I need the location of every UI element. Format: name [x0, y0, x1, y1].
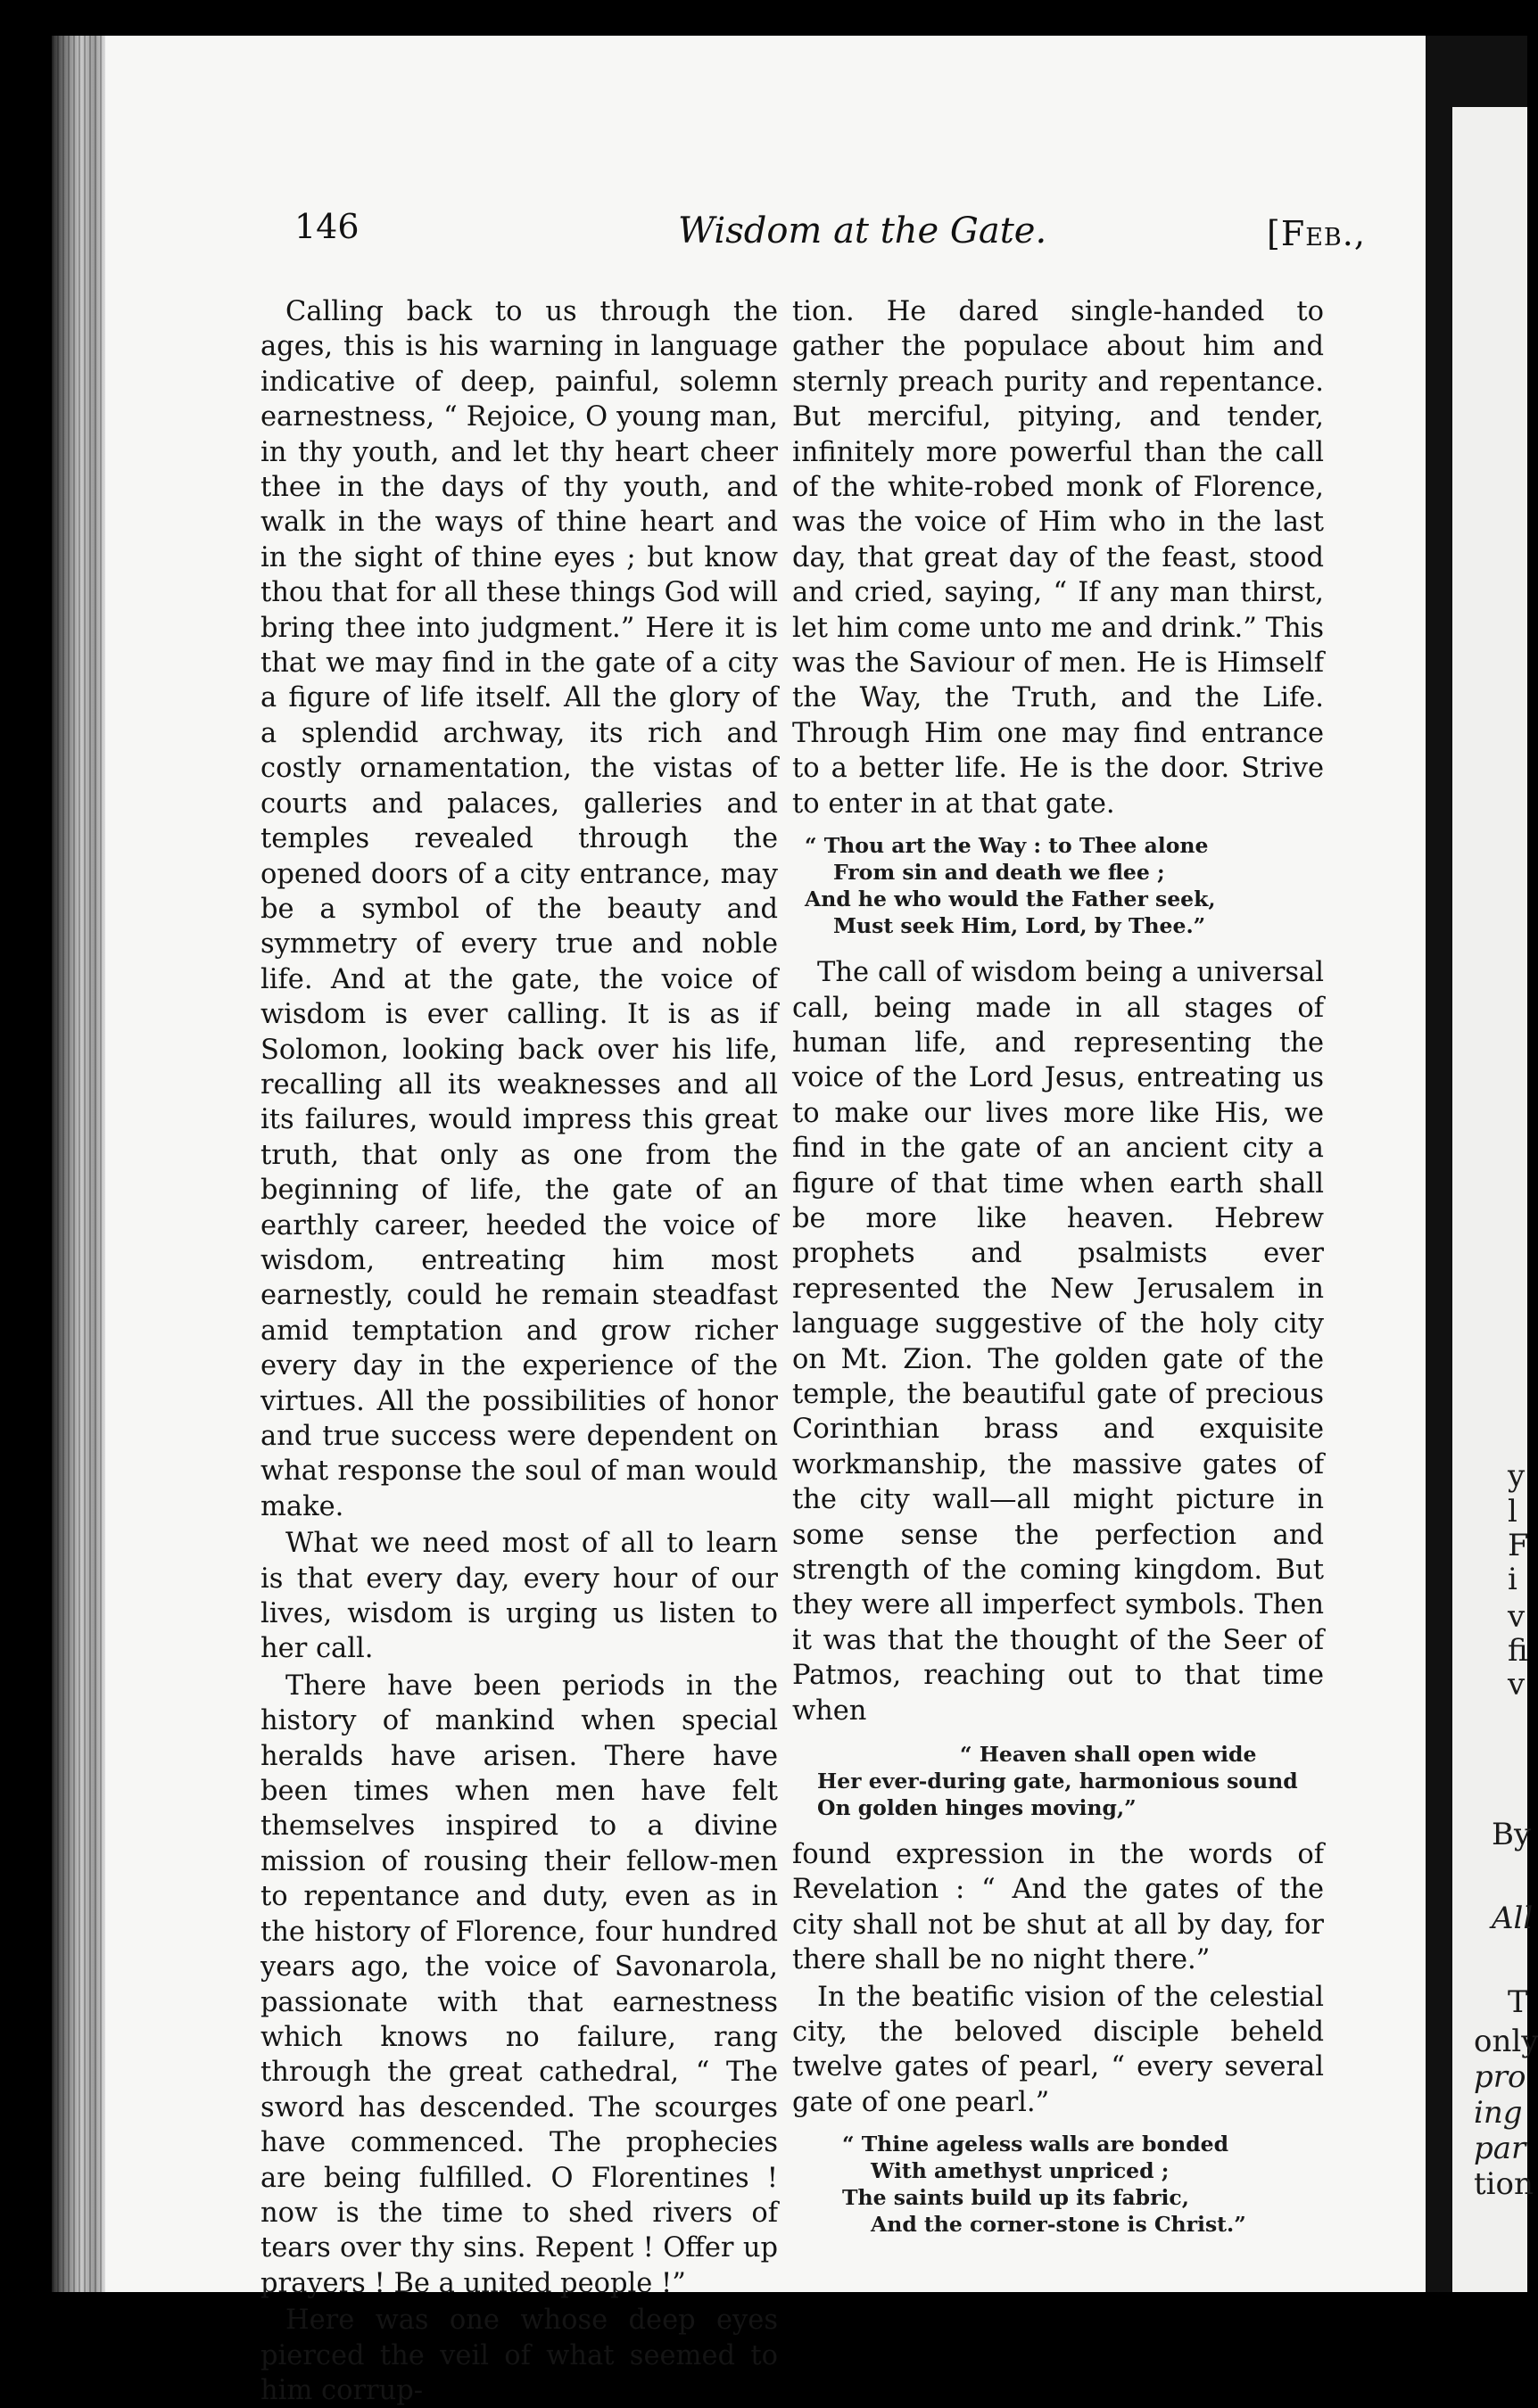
paragraph: The call of wisdom being a universal call, being made in all stages of human life, and representing the voice of the Lord Jesus, entreating us to make our lives more like His, we find in the gate of an ancient city a figure of that time when earth shall be more like heaven. Hebrew prophets and psalmists ever represented the New Jerusalem in language suggestive of the holy city on Mt. Zion. The golden gate of the temple, the beautiful gate of precious Corinthian brass and exquisite workmanship, the massive gates of the city wall—all might picture in some sense the perfection and strength of the coming kingdom. But they were all imperfect symbols. Then it was that the thought of the Seer of Patmos, reaching out to that time when: [792, 957, 1324, 1727]
paragraph: Here was one whose deep eyes pierced the veil of what seemed to him corrup-: [260, 2305, 778, 2406]
adjacent-fragment: par: [1474, 2131, 1526, 2166]
adjacent-page: [1452, 107, 1527, 2292]
page-title: Wisdom at the Gate.: [678, 210, 1047, 252]
verse-line: On golden hinges moving,”: [817, 1795, 1137, 1821]
adjacent-fragment: By: [1492, 1817, 1532, 1852]
verse-line: And the corner-stone is Christ.”: [871, 2212, 1246, 2238]
adjacent-fragment: y: [1508, 1458, 1526, 1494]
adjacent-fragment: T: [1508, 1984, 1528, 2020]
verse-quotation: [792, 1741, 1324, 1821]
page-number: 146: [294, 207, 360, 246]
adjacent-fragment: i: [1508, 1562, 1517, 1597]
verse-line: Must seek Him, Lord, by Thee.”: [833, 913, 1206, 939]
paragraph-continuation: found expression in the words of Revelation : “ And the gates of the city shall not be shut at all by day, for there shall be no night there.”: [792, 1839, 1324, 1976]
adjacent-fragment: pro: [1474, 2059, 1526, 2095]
adjacent-fragment: l: [1508, 1494, 1517, 1530]
right-column: [792, 294, 1324, 2254]
verse-quotation: [792, 832, 1324, 939]
adjacent-fragment: v: [1508, 1667, 1526, 1703]
adjacent-fragment: F: [1508, 1528, 1529, 1563]
adjacent-fragment: All: [1492, 1901, 1534, 1936]
verse-line: With amethyst unpriced ;: [871, 2158, 1170, 2184]
running-head-month: [Feb.,: [1267, 214, 1366, 253]
verse-line: “ Thine ageless walls are bonded: [842, 2132, 1229, 2157]
running-head: [294, 202, 1463, 273]
verse-line: From sin and death we flee ;: [833, 860, 1165, 886]
adjacent-fragment: ing: [1474, 2095, 1523, 2131]
paragraph: In the beatific vision of the celestial city, the beloved disciple beheld twelve gates of pearl, “ every several gate of one pearl.”: [792, 1981, 1324, 2118]
verse-line: And he who would the Father seek,: [805, 887, 1216, 912]
paragraph: What we need most of all to learn is that every day, every hour of our lives, wisdom is urging us listen to her call.: [260, 1528, 778, 1665]
verse-line: The saints build up its fabric,: [842, 2185, 1189, 2211]
left-column: [260, 294, 778, 2408]
paragraph-continuation: tion. He dared single-handed to gather the populace about him and sternly preach purity and repentance. But merciful, pitying, and tender, infinitely more powerful than the call of the white-robed monk of Florence, was the voice of Him who in the last day, that great day of the feast, stood and cried, saying, “ If any man thirst, let him come unto me and drink.” This was the Saviour of men. He is Himself the Way, the Truth, and the Life. Through Him one may find entrance to a better life. He is the door. Strive to enter in at that gate.: [792, 296, 1324, 820]
adjacent-fragment: only: [1474, 2024, 1538, 2059]
verse-line: “ Thou art the Way : to Thee alone: [805, 833, 1209, 859]
verse-line: Her ever-during gate, harmonious sound: [817, 1769, 1298, 1794]
verse-quotation: [792, 2131, 1324, 2238]
paragraph: There have been periods in the history of mankind when special heralds have arisen. There have been times when men have felt themselves inspired to a divine mission of rousing their fellow-men to repentance and duty, even as in the history of Florence, four hundred years ago, the voice of Savonarola, passionate with that earnestness which knows no failure, rang through the great cathedral, “ The sword has descended. The scourges have commenced. The prophecies are being fulfilled. O Florentines ! now is the time to shed rivers of tears over thy sins. Repent ! Offer up prayers ! Be a united people !”: [260, 1670, 778, 2299]
adjacent-fragment: tion: [1474, 2166, 1534, 2202]
paragraph: Calling back to us through the ages, this is his warning in language indicative of deep, painful, solemn earnestness, “ Rejoice, O young man, in thy youth, and let thy heart cheer thee in the days of thy youth, and walk in the ways of thine heart and in the sight of thine eyes ; but know thou that for all these things God will bring thee into judgment.” Here it is that we may find in the gate of a city a figure of life itself. All the glory of a splendid archway, its rich and costly ornamentation, the vistas of courts and palaces, galleries and temples revealed through the opened doors of a city entrance, may be a symbol of the beauty and symmetry of every true and noble life. And at the gate, the voice of wisdom is ever calling. It is as if Solomon, looking back over his life, recalling all its weaknesses and all its failures, would impress this great truth, that only as one from the beginning of life, the gate of an earthly career, heeded the voice of wisdom, entreating him most earnestly, could he remain steadfast amid temptation and grow richer every day in the experience of the virtues. All the possibilities of honor and true success were dependent on what response the soul of man would make.: [260, 296, 778, 1522]
page-edge-binding: [52, 36, 105, 2292]
adjacent-fragment: v: [1508, 1599, 1526, 1635]
adjacent-fragment: fi: [1508, 1633, 1528, 1669]
verse-line: “ Heaven shall open wide: [960, 1742, 1257, 1768]
